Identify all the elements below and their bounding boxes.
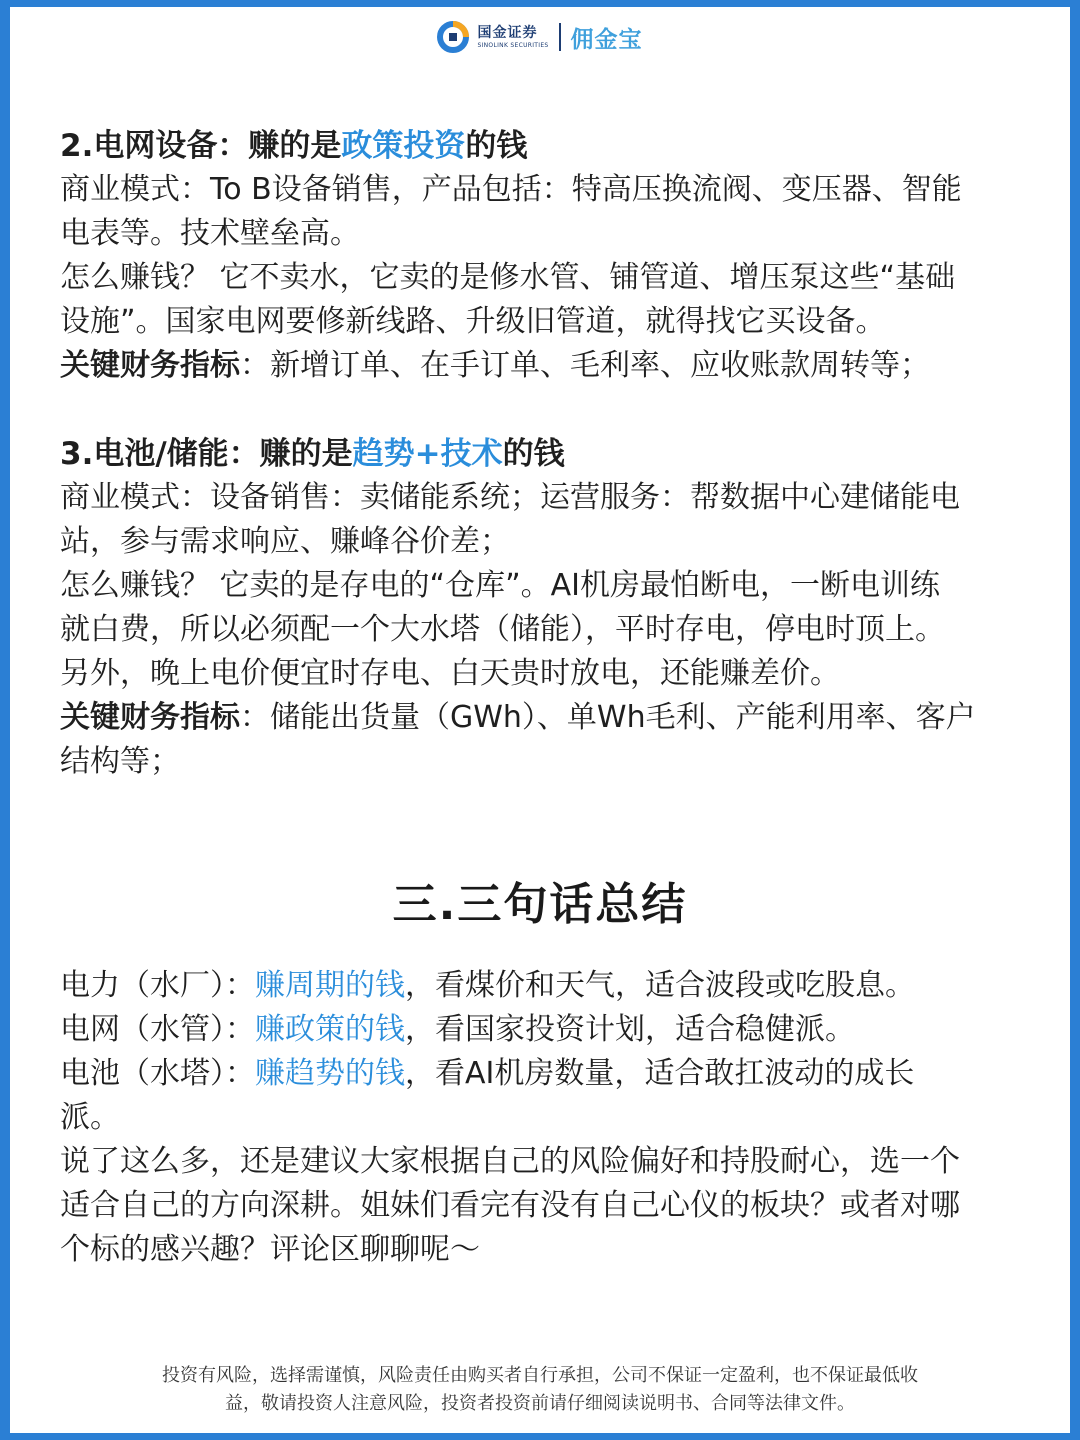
brand-name-cn: 国金证券 — [477, 24, 538, 41]
kpi-label: 关键财务指标 — [60, 348, 240, 383]
section-3-title: 3.电池/储能：赚的是趋势+技术的钱 — [60, 436, 565, 472]
section-3-how-to-earn: 怎么赚钱？ 它卖的是存电的“仓库”。AI机房最怕断电，一断电训练 就白费，所以必须配一个大水塔（储能），平时存电，停电时顶上。 另外，晚上电价便宜时存电、白天贵时放电，还能赚差价。 — [60, 568, 945, 691]
kpi-label: 关键财务指标 — [60, 700, 240, 735]
section-2-title: 2.电网设备：赚的是政策投资的钱 — [60, 128, 528, 164]
section-3-highlight: 趋势+技术 — [352, 436, 503, 472]
spacer — [60, 388, 1020, 432]
summary-item-battery: 电池（水塔）：赚趋势的钱，看AI机房数量，适合敢扛波动的成长 派。 — [60, 1056, 915, 1135]
summary-closing: 说了这么多，还是建议大家根据自己的风险偏好和持股耐心，选一个 适合自己的方向深耕。姐妹们看完有没有自己心仪的板块？或者对哪 个标的感兴趣？评论区聊聊呢～ — [60, 1144, 960, 1267]
risk-disclaimer: 投资有风险，选择需谨慎，风险责任由购买者自行承担，公司不保证一定盈利，也不保证最低收 益，敬请投资人注意风险，投资者投资前请仔细阅读说明书、合同等法律文件。 — [162, 1365, 918, 1414]
summary-item-power: 电力（水厂）：赚周期的钱，看煤价和天气，适合波段或吃股息。 — [60, 968, 915, 1003]
section-2-how-to-earn: 怎么赚钱？ 它不卖水，它卖的是修水管、铺管道、增压泵这些“基础 设施”。国家电网要修新线路、升级旧管道，就得找它买设备。 — [60, 260, 956, 339]
sinolink-logo-icon — [437, 21, 469, 53]
section-3-kpis: 关键财务指标：储能出货量（GWh）、单Wh毛利、产能利用率、客户 结构等； — [60, 700, 976, 779]
brand-logo-text — [477, 26, 548, 49]
section-2-business-model: 商业模式：To B设备销售，产品包括：特高压换流阀、变压器、智能 电表等。技术壁垒高。 — [60, 172, 962, 251]
app-name: 佣金宝 — [570, 26, 643, 53]
section-2-kpis: 关键财务指标：新增订单、在手订单、毛利率、应收账款周转等； — [60, 348, 930, 383]
section-2-highlight: 政策投资 — [341, 128, 466, 164]
summary-item-grid: 电网（水管）：赚政策的钱，看国家投资计划，适合稳健派。 — [60, 1012, 855, 1047]
section-3-business-model: 商业模式：设备销售：卖储能系统；运营服务：帮数据中心建储能电 站，参与需求响应、赚峰谷价差； — [60, 480, 960, 559]
summary-title: 三.三句话总结 — [392, 879, 688, 930]
article-body — [60, 124, 1020, 784]
summary-body — [60, 964, 1020, 1272]
brand-name-en: SINOLINK SECURITIES — [477, 41, 549, 49]
brand-header — [0, 14, 1080, 60]
header-divider — [559, 23, 561, 51]
